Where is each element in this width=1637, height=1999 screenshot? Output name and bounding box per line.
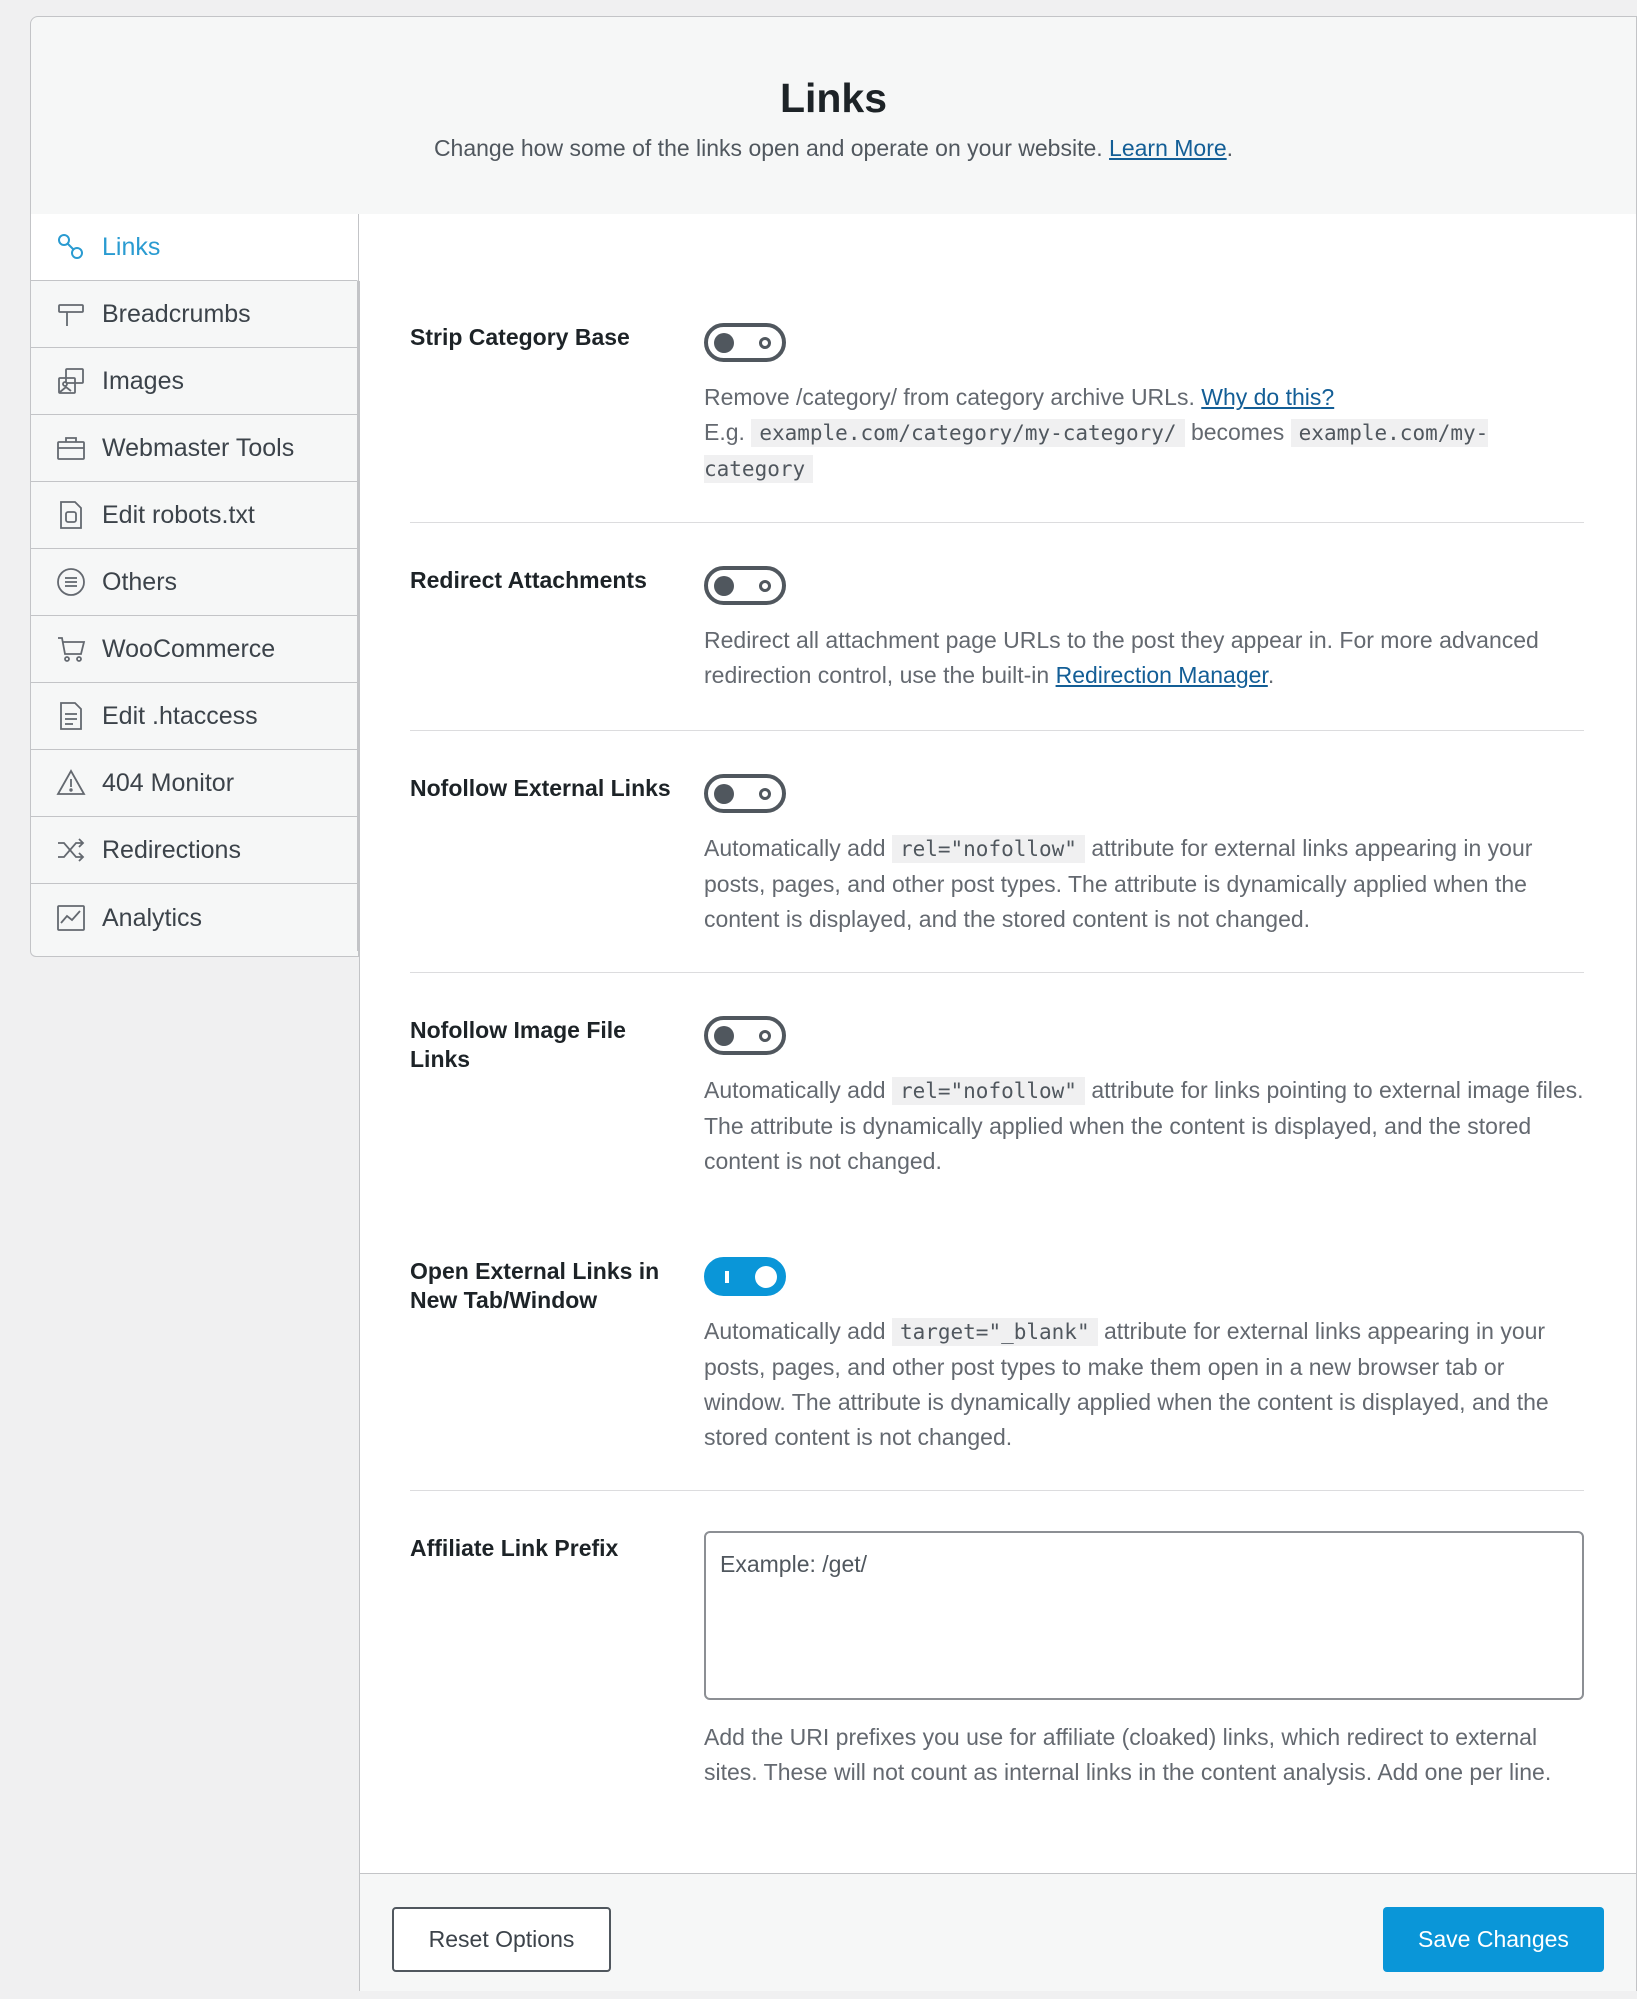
toggle-off-indicator — [759, 580, 771, 592]
setting-label: Nofollow Image File Links — [410, 1017, 626, 1072]
setting-control — [704, 566, 1584, 693]
sidebar-item-label: Links — [102, 233, 161, 261]
sidebar-item-analytics[interactable] — [31, 884, 358, 951]
toolbox-icon — [55, 432, 87, 464]
setting-description — [704, 1073, 1584, 1179]
sidebar-item-woocommerce[interactable] — [31, 616, 358, 683]
open-external-toggle[interactable] — [704, 1257, 786, 1296]
code-snippet: example.com/category/my-category/ — [751, 419, 1184, 447]
robot-file-icon — [55, 499, 87, 531]
divider — [410, 972, 1584, 973]
code-snippet: rel="nofollow" — [892, 835, 1085, 863]
divider — [410, 1490, 1584, 1491]
page-header — [30, 16, 1637, 215]
toggle-off-indicator — [759, 1030, 771, 1042]
cart-icon — [55, 633, 87, 665]
desc-text: Automatically add — [704, 1077, 886, 1103]
settings-content — [359, 214, 1637, 1991]
desc-text: Remove /category/ from category archive URLs. — [704, 384, 1195, 410]
shuffle-icon — [55, 834, 87, 866]
sidebar-nav — [30, 214, 359, 957]
desc-text: Automatically add — [704, 1318, 886, 1344]
divider — [410, 522, 1584, 523]
why-do-this-link[interactable]: Why do this? — [1201, 384, 1335, 410]
toggle-knob — [714, 1026, 734, 1046]
sidebar-item-label: Webmaster Tools — [102, 434, 295, 462]
setting-control — [704, 1016, 1584, 1179]
redirect-attachments-toggle[interactable] — [704, 566, 786, 605]
setting-description — [704, 623, 1584, 693]
setting-description — [704, 1314, 1584, 1455]
list-circle-icon — [55, 566, 87, 598]
settings-panel — [30, 16, 1637, 1991]
page-subtitle — [31, 135, 1636, 162]
strip-category-toggle[interactable] — [704, 323, 786, 362]
sidebar-item-edit-robots[interactable] — [31, 482, 358, 549]
setting-label: Open External Links in New Tab/Window — [410, 1258, 660, 1313]
desc-text: Automatically add — [704, 835, 886, 861]
sidebar-item-images[interactable] — [31, 348, 358, 415]
page-title: Links — [779, 75, 888, 121]
sidebar-item-label: WooCommerce — [102, 635, 276, 663]
sidebar-item-label: Analytics — [102, 903, 203, 932]
footer-bar — [360, 1873, 1636, 1991]
sidebar-item-webmaster-tools[interactable] — [31, 415, 358, 482]
setting-label: Affiliate Link Prefix — [410, 1535, 619, 1561]
desc-text: attribute for links pointing to external image files. The attribute is dynamically applied when the content is displayed, and the stored content is not changed. — [704, 1077, 1584, 1174]
setting-control — [704, 323, 1584, 487]
toggle-knob — [755, 1266, 777, 1288]
desc-text: attribute for external links appearing in your posts, pages, and other post types to make them open in a new browser tab or window. The attribute is dynamically applied when the content is displayed, and the stored content is not changed. — [704, 1318, 1549, 1450]
toggle-off-indicator — [759, 337, 771, 349]
sidebar-item-label: 404 Monitor — [102, 769, 235, 797]
signpost-icon — [55, 298, 87, 330]
toggle-knob — [714, 784, 734, 804]
sidebar-item-links[interactable] — [31, 214, 358, 281]
link-icon — [55, 231, 87, 263]
setting-description — [704, 831, 1584, 937]
warning-icon — [55, 767, 87, 799]
nofollow-external-toggle[interactable] — [704, 774, 786, 813]
setting-label: Nofollow External Links — [410, 775, 671, 801]
active-tab-connector — [359, 214, 361, 281]
analytics-icon — [55, 902, 87, 934]
subtitle-period: . — [1226, 135, 1234, 161]
redirection-manager-link[interactable]: Redirection Manager — [1055, 662, 1268, 688]
setting-control — [704, 1257, 1584, 1455]
learn-more-link[interactable]: Learn More — [1109, 135, 1227, 161]
subtitle-text: Change how some of the links open and operate on your website. — [433, 135, 1103, 161]
code-snippet: rel="nofollow" — [892, 1077, 1085, 1105]
sidebar-item-label: Edit robots.txt — [102, 501, 255, 529]
desc-text: E.g. — [704, 419, 745, 445]
sidebar-item-label: Others — [102, 568, 178, 596]
sidebar-item-redirections[interactable] — [31, 817, 358, 884]
setting-description: Add the URI prefixes you use for affiliate (cloaked) links, which redirect to external sites. These will not count as internal links in the content analysis. Add one per line. — [704, 1724, 1552, 1785]
code-snippet: example.com/my-category — [704, 421, 1489, 481]
images-icon — [55, 365, 87, 397]
sidebar-item-others[interactable] — [31, 549, 358, 616]
toggle-off-indicator — [759, 788, 771, 800]
sidebar-item-label: Breadcrumbs — [102, 300, 251, 328]
save-changes-button[interactable]: Save Changes — [1383, 1907, 1604, 1972]
toggle-knob — [714, 333, 734, 353]
desc-text: . — [1267, 662, 1275, 688]
setting-label: Strip Category Base — [410, 324, 630, 350]
toggle-on-indicator — [725, 1271, 729, 1283]
sidebar-item-404-monitor[interactable] — [31, 750, 358, 817]
sidebar-item-edit-htaccess[interactable] — [31, 683, 358, 750]
affiliate-prefix-textarea[interactable] — [704, 1531, 1584, 1700]
desc-text: Redirect all attachment page URLs to the post they appear in. For more advanced redirection control, use the built-in — [704, 627, 1539, 688]
divider — [410, 730, 1584, 731]
reset-options-button[interactable]: Reset Options — [392, 1907, 611, 1972]
desc-text: becomes — [1190, 419, 1285, 445]
sidebar-item-label: Redirections — [102, 836, 241, 864]
code-snippet: target="_blank" — [892, 1318, 1098, 1346]
document-icon — [55, 700, 87, 732]
desc-text: attribute for external links appearing in your posts, pages, and other post types. The attribute is dynamically applied when the content is displayed, and the stored content is not changed. — [704, 835, 1533, 932]
setting-control — [704, 1531, 1584, 1790]
sidebar-item-label: Edit .htaccess — [102, 702, 258, 730]
setting-control — [704, 774, 1584, 937]
setting-label: Redirect Attachments — [410, 567, 647, 593]
sidebar-item-label: Images — [102, 367, 184, 395]
sidebar-item-breadcrumbs[interactable] — [31, 281, 358, 348]
toggle-knob — [714, 576, 734, 596]
setting-description — [704, 380, 1584, 487]
nofollow-image-toggle[interactable] — [704, 1016, 786, 1055]
